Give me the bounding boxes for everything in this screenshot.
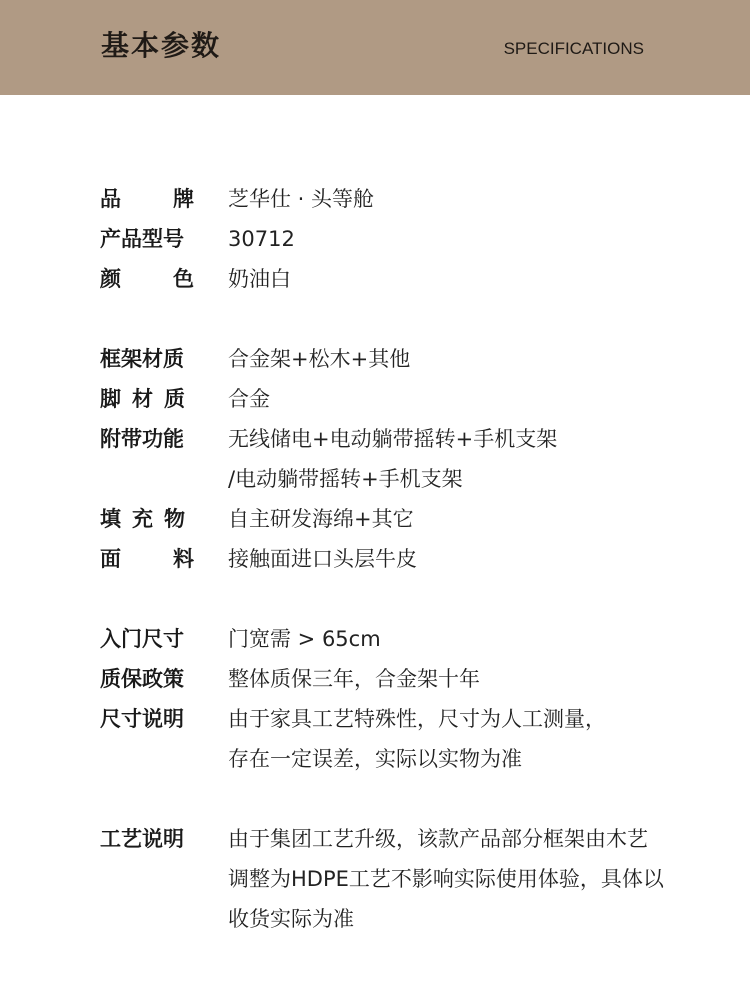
spec-value-color: [228, 265, 740, 305]
spec-value-line: 奶油白: [228, 267, 291, 291]
spec-label-craft-note: 工艺说明: [100, 827, 184, 851]
spec-label-door-size: 入门尺寸: [100, 627, 184, 651]
spec-label-frame-material: 框架材质: [100, 347, 184, 371]
spec-value-filling: [228, 505, 740, 545]
spec-value-line: 门宽需 > 65cm: [228, 627, 381, 651]
spec-label-filling: 填充物: [100, 507, 196, 531]
spec-value-line: 接触面进口头层牛皮: [228, 547, 417, 571]
spec-label-fabric: 面料: [100, 547, 246, 571]
spec-value-line: 无线储电+电动躺带摇转+手机支架: [228, 427, 558, 451]
spec-label-brand: 品牌: [100, 187, 246, 211]
spec-label-color: 颜色: [100, 267, 246, 291]
spec-value-features: [228, 425, 740, 505]
spec-value-line: 调整为HDPE工艺不影响实际使用体验，具体以: [228, 867, 664, 891]
spec-label-leg-material: 脚材质: [100, 387, 196, 411]
spec-value-size-note: [228, 705, 740, 785]
spec-label-features: 附带功能: [100, 427, 184, 451]
spec-value-craft-note: [228, 825, 740, 945]
spec-value-line: /电动躺带摇转+手机支架: [228, 467, 463, 491]
spec-value-line: 整体质保三年，合金架十年: [228, 667, 480, 691]
header-banner: [0, 0, 750, 95]
page-title: 基本参数: [101, 29, 222, 62]
spec-value-line: 自主研发海绵+其它: [228, 507, 414, 531]
spec-value-brand: [228, 185, 740, 225]
spec-value-fabric: [228, 545, 740, 585]
spec-value-line: 由于家具工艺特殊性，尺寸为人工测量，: [228, 707, 606, 731]
page-subtitle: SPECIFICATIONS: [503, 39, 644, 58]
spec-value-line: 合金: [228, 387, 270, 411]
spec-value-frame-material: [228, 345, 740, 385]
spec-value-leg-material: [228, 385, 740, 425]
spec-label-warranty: 质保政策: [100, 667, 184, 691]
spec-value-line: 由于集团工艺升级，该款产品部分框架由木艺: [228, 827, 648, 851]
spec-value-line: 收货实际为准: [228, 907, 354, 931]
spec-value-line: 30712: [228, 227, 295, 251]
spec-value-line: 芝华仕 · 头等舱: [228, 187, 375, 211]
spec-label-model: 产品型号: [100, 227, 184, 251]
spec-value-line: 合金架+松木+其他: [228, 347, 411, 371]
spec-value-door-size: [228, 625, 740, 665]
spec-value-warranty: [228, 665, 740, 705]
spec-label-size-note: 尺寸说明: [100, 707, 184, 731]
spec-value-line: 存在一定误差，实际以实物为准: [228, 747, 522, 771]
spec-value-model: [228, 225, 740, 265]
